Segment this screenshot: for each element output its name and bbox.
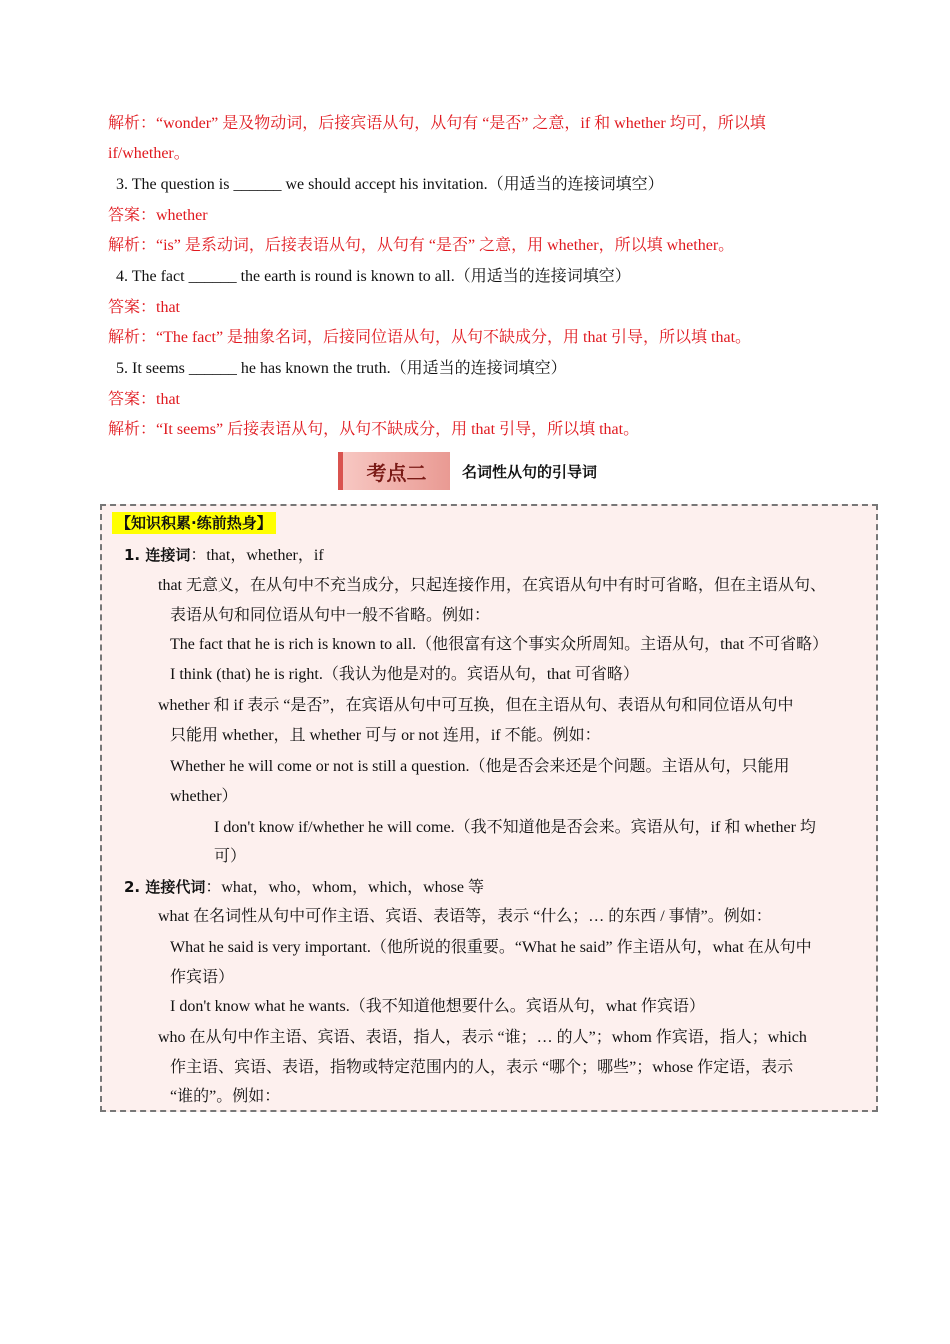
example-whether-line1: Whether he will come or not is still a question.（他是否会来还是个问题。主语从句，只能用: [170, 758, 790, 775]
explanation-2-line2: if/whether。: [108, 145, 190, 162]
question-5: 5. It seems ______ he has known the truth.（用适当的连接词填空）: [116, 360, 567, 377]
section-header: [338, 452, 597, 490]
example-whether-line2: whether）: [170, 788, 238, 805]
explanation-3: 解析：“is” 是系动词，后接表语从句，从句有 “是否” 之意，用 whether，所以填 whether。: [108, 237, 735, 254]
what-desc: what 在名词性从句中可作主语、宾语、表语等，表示 “什么；… 的东西 / 事情”。例如：: [158, 908, 772, 925]
section-title: 名词性从句的引导词: [462, 462, 598, 481]
heading-pronouns: [124, 877, 484, 898]
heading-conjunctions-number: 1. 连接词: [124, 546, 191, 564]
whether-desc-line1: whether 和 if 表示 “是否”，在宾语从句中可互换，但在主语从句、表语从句和同位语从句中: [158, 697, 794, 714]
who-desc-line2: 作主语、宾语、表语，指物或特定范围内的人，表示 “哪个；哪些”；whose 作定语，表示: [170, 1059, 794, 1076]
whether-desc-line2: 只能用 whether，且 whether 可与 or not 连用，if 不能。例如：: [170, 727, 601, 744]
heading-conjunctions-rest: ：that，whether，if: [190, 547, 324, 564]
explanation-4: 解析：“The fact” 是抽象名词，后接同位语从句，从句不缺成分，用 that 引导，所以填 that。: [108, 329, 752, 346]
example-what-line2: 作宾语）: [170, 969, 235, 986]
section-badge: 考点二: [338, 452, 450, 490]
example-what-line1: What he said is very important.（他所说的很重要。“What he said” 作主语从句，what 在从句中: [170, 939, 812, 956]
that-desc-line1: that 无意义，在从句中不充当成分，只起连接作用，在宾语从句中有时可省略，但在主语从句、: [158, 577, 826, 594]
heading-pronouns-rest: ：what，who，whom，which，whose 等: [205, 879, 485, 896]
question-4: 4. The fact ______ the earth is round is known to all.（用适当的连接词填空）: [116, 268, 631, 285]
knowledge-tag: 【知识积累·练前热身】: [112, 512, 276, 534]
answer-4: 答案：that: [108, 299, 180, 316]
example-if-whether-line2: 可）: [214, 848, 247, 865]
who-desc-line3: “谁的”。例如：: [170, 1088, 281, 1105]
example-what-object: I don't know what he wants.（我不知道他想要什么。宾语从句，what 作宾语）: [170, 998, 705, 1015]
that-desc-line2: 表语从句和同位语从句中一般不省略。例如：: [170, 607, 491, 624]
heading-pronouns-number: 2. 连接代词: [124, 878, 206, 896]
heading-conjunctions: [124, 545, 324, 566]
explanation-2-line1: 解析：“wonder” 是及物动词，后接宾语从句，从句有 “是否” 之意，if 和 whether 均可，所以填: [108, 115, 766, 132]
answer-5: 答案：that: [108, 391, 180, 408]
example-that-subject: The fact that he is rich is known to all.（他很富有这个事实众所周知。主语从句，that 不可省略）: [170, 636, 829, 653]
question-3: 3. The question is ______ we should accept his invitation.（用适当的连接词填空）: [116, 176, 664, 193]
example-that-object: I think (that) he is right.（我认为他是对的。宾语从句，that 可省略）: [170, 666, 639, 683]
explanation-5: 解析：“It seems” 后接表语从句，从句不缺成分，用 that 引导，所以填 that。: [108, 421, 640, 438]
who-desc-line1: who 在从句中作主语、宾语、表语，指人，表示 “谁；… 的人”；whom 作宾语，指人；which: [158, 1029, 807, 1046]
answer-3: 答案：whether: [108, 207, 208, 224]
example-if-whether-line1: I don't know if/whether he will come.（我不知道他是否会来。宾语从句，if 和 whether 均: [214, 819, 816, 836]
